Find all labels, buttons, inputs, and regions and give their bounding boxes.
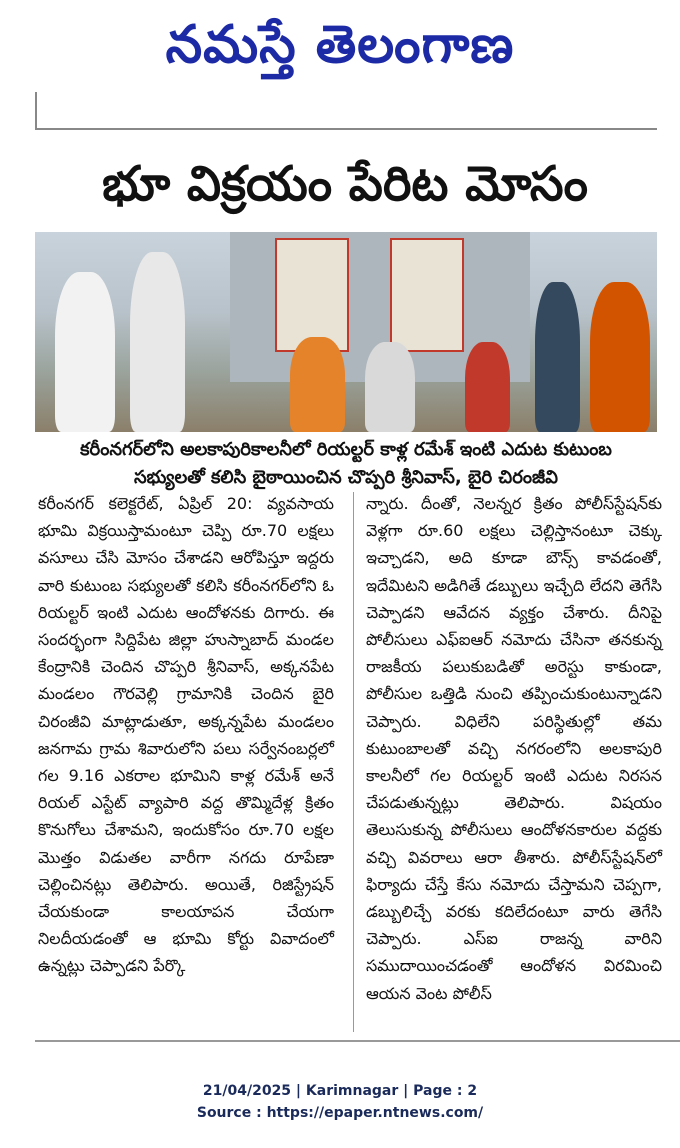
article-column-right: న్నారు. దీంతో, నెలన్నర క్రితం పోలీస్‌స్టేషన్‌కు వెళ్లగా రూ.60 లక్షలు చెల్లిస్తానంటూ చెక్కు ఇచ్చాడని, అది కూడా బౌన్స్ కావడంతో, ఇదేమిటని అడిగితే డబ్బులు ఇచ్చేది లేదని తెగేసి చెప్పాడని ఆవేదన వ్యక్తం చేశారు. దీనిపై పోలీసులు ఎఫ్ఐఆర్ నమోదు చేసినా తనకున్న రాజకీయ పలుకుబడితో అరెస్టు కాకుండా, పోలీసుల ఒత్తిడి నుంచి తప్పించుకుంటున్నాడని చెప్పారు. విధిలేని పరిస్థితుల్లో తమ కుటుంబాలతో వచ్చి నగరంలోని అలకాపురి కాలనీలో గల రియల్టర్ ఇంటి ఎదుట నిరసన చేపడుతున్నట్లు తెలిపారు. విషయం తెలుసుకున్న పోలీసులు ఆందోళనకారుల వద్దకు వచ్చి వివరాలు ఆరా తీశారు. పోలీస్‌స్టేషన్‌లో ఫిర్యాదు చేస్తే కేసు నమోదు చేస్తామని చెప్పగా, డబ్బులిచ్చే వరకు కదిలేదంటూ వారు తెగేసి చెప్పారు. ఎస్ఐ రాజన్న వారిని సముదాయించడంతో ఆందోళన విరమించి ఆయన వెంట పోలీస్ xyxy=(366,494,662,1003)
photo-caption-line: కరీంనగర్‌లోని అలకాపురికాలనీలో రియల్టర్ కాళ్ల రమేశ్ ఇంటి ఎదుట కుటుంబ xyxy=(80,439,612,460)
photo-banner xyxy=(390,238,464,352)
photo-person xyxy=(465,342,510,432)
newspaper-logo: నమస్తే తెలంగాణ xyxy=(165,15,515,75)
bottom-rule xyxy=(35,1040,680,1042)
column-divider xyxy=(353,492,354,1032)
photo-caption-line: సభ్యులతో కలిసి బైఠాయించిన చొప్పరి శ్రీనివాస్, బైరి చిరంజీవి xyxy=(134,467,558,488)
photo-banner xyxy=(275,238,349,352)
photo-person xyxy=(290,337,345,432)
photo-person xyxy=(55,272,115,432)
photo-person xyxy=(130,252,185,432)
footer-date-edition: 21/04/2025 | Karimnagar | Page : 2 xyxy=(202,1083,478,1099)
page-footer xyxy=(0,1080,680,1124)
article-headline: భూ విక్రయం పేరిట మోసం xyxy=(102,156,588,212)
photo-person xyxy=(365,342,415,432)
top-rule xyxy=(35,92,657,130)
article-column-left: కరీంనగర్ కలెక్టరేట్, ఏప్రిల్ 20: వ్యవసాయ భూమి విక్రయిస్తామంటూ చెప్పి రూ.70 లక్షలు వసూలు చేసి మోసం చేశాడని ఆరోపిస్తూ ఇద్దరు వారి కుటుంబ సభ్యులతో కలిసి కరీంనగర్‌లోని ఓ రియల్టర్ ఇంటి ఎదుట ఆందోళనకు దిగారు. ఈ సందర్భంగా సిద్దిపేట జిల్లా హుస్నాబాద్ మండల కేంద్రానికి చెందిన చొప్పరి శ్రీనివాస్, అక్కనపేట మండలం గౌరవెల్లి గ్రామానికి చెందిన బైరి చిరంజీవి మాట్లాడుతూ, అక్కన్నపేట మండలం జనగామ గ్రామ శివారులోని పలు సర్వేనంబర్లలో గల 9.16 ఎకరాల భూమిని కాళ్ల రమేశ్ అనే రియల్ ఎస్టేట్ వ్యాపారి వద్ద తొమ్మిదేళ్ల క్రితం కొనుగోలు చేశామని, ఇందుకోసం రూ.70 లక్షల మొత్తం విడుతల వారీగా నగదు రూపేణా చెల్లించినట్లు తెలిపారు. అయితే, రిజిస్ట్రేషన్ చేయకుండా కాలయాపన చేయగా నిలదీయడంతో ఆ భూమి కోర్టు వివాదంలో ఉన్నట్లు చెప్పాడని పేర్కొ xyxy=(38,494,334,976)
photo-person xyxy=(535,282,580,432)
photo-caption xyxy=(35,436,657,492)
photo-person xyxy=(590,282,650,432)
masthead xyxy=(0,0,680,96)
article-photo xyxy=(35,232,657,432)
footer-source: Source : https://epaper.ntnews.com/ xyxy=(196,1105,484,1121)
